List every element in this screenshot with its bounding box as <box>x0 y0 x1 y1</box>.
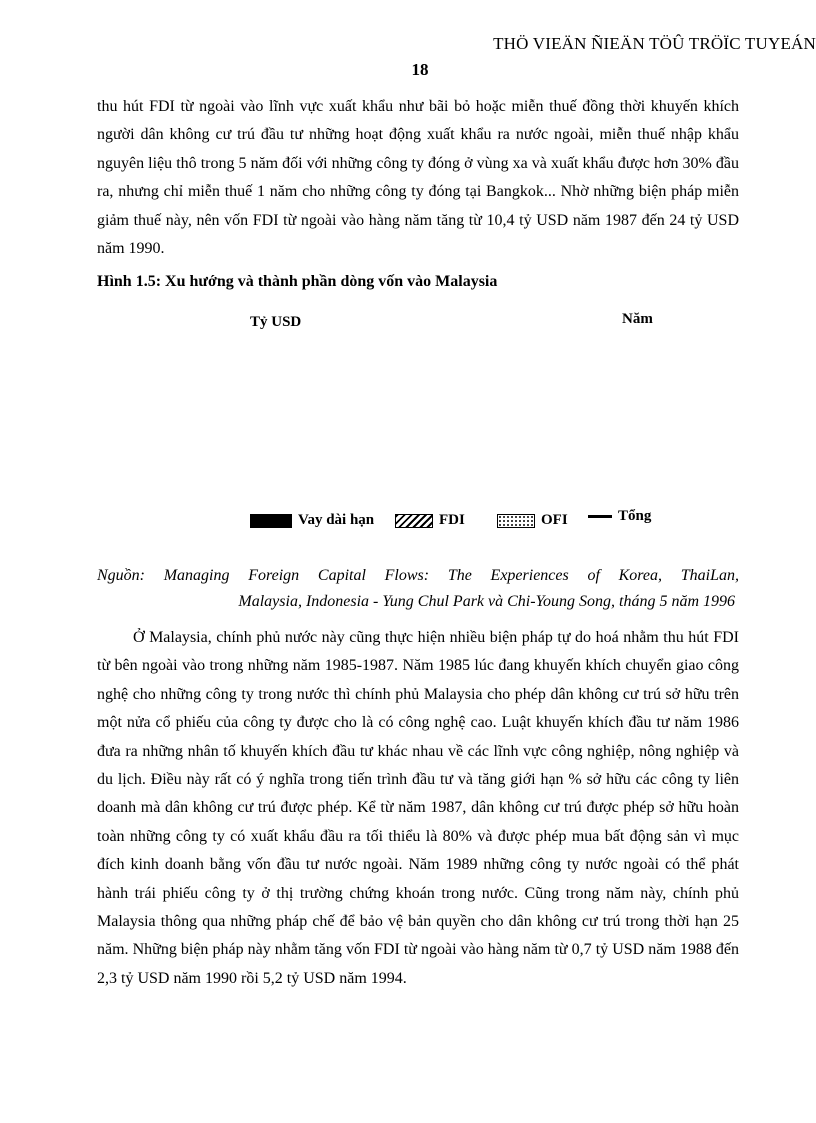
figure-source <box>97 563 739 615</box>
legend-swatch-loan <box>250 514 292 528</box>
figure-title: Hình 1.5: Xu hướng và thành phần dòng vốn vào Malaysia <box>97 273 498 290</box>
page-number: 18 <box>411 60 429 79</box>
legend-total <box>588 508 651 525</box>
legend-label-fdi: FDI <box>439 512 465 528</box>
source-line-1: Nguồn: Managing Foreign Capital Flows: The Experiences of Korea, ThaiLan, <box>97 567 739 584</box>
legend-fdi <box>395 512 465 529</box>
legend-swatch-total <box>588 515 612 518</box>
site-header: THÖ VIEÄN ÑIEÄN TÖÛ TRÖÏC TUYEÁN <box>493 34 816 53</box>
paragraph-1: thu hút FDI từ ngoài vào lĩnh vực xuất khẩu như bãi bỏ hoặc miễn thuế đồng thời khuyến khích người dân không cư trú đầu tư những hoạt động xuất khẩu ra nước ngoài, miễn thuế nhập khẩu nguyên liệu thô trong 5 năm đối với những công ty đóng ở vùng xa và xuất khẩu được hơn 30% đầu ra, nhưng chỉ miễn thuế 1 năm cho những công ty đóng tại Bangkok... Nhờ những biện pháp miễn giảm thuế này, nên vốn FDI từ ngoài vào hàng năm tăng từ 10,4 tỷ USD năm 1987 đến 24 tỷ USD năm 1990. <box>97 98 739 258</box>
y-axis-label: Tỷ USD <box>250 314 302 330</box>
chart-legend <box>250 510 680 534</box>
paragraph-2: Ở Malaysia, chính phủ nước này cũng thực hiện nhiều biện pháp tự do hoá nhằm thu hút FDI từ bên ngoài vào trong những năm 1985-1987. Năm 1985 lúc đang khuyến khích chuyển giao công nghệ cho những công ty trong nước thì chính phủ Malaysia cho phép dân không cư trú sở hữu trên một nửa cổ phiếu của công ty được cho là có công nghệ cao. Luật khuyến khích đầu tư năm 1986 đưa ra những nhân tố khuyến khích đầu tư khác nhau về các lĩnh vực công nghiệp, nông nghiệp và du lịch. Điều này rất có ý nghĩa trong tiến trình đầu tư và tăng giới hạn % sở hữu các công ty liên doanh mà dân không cư trú được phép. Kể từ năm 1987, dân không cư trú được phép sở hữu hoàn toàn những công ty có xuất khẩu đầu ra tối thiểu là 80% và được phép mua bất động sản vì mục đích kinh doanh bằng vốn đầu tư nước ngoài. Năm 1989 những công ty nước ngoài có thể phát hành trái phiếu công ty ở thị trường chứng khoán trong nước. Cũng trong năm này, chính phủ Malaysia thông qua những pháp chế để bảo vệ bản quyền cho dân không cư trú trong thời hạn 25 năm. Những biện pháp này nhằm tăng vốn FDI từ ngoài vào hàng năm từ 0,7 tỷ USD năm 1988 đến 2,3 tỷ USD năm 1990 rồi 5,2 tỷ USD năm 1994. <box>97 629 739 987</box>
legend-swatch-ofi <box>497 514 535 528</box>
x-axis-label: Năm <box>622 311 653 327</box>
legend-swatch-fdi <box>395 514 433 528</box>
legend-ofi <box>497 512 568 529</box>
legend-label-ofi: OFI <box>541 512 568 528</box>
legend-label-total: Tổng <box>618 508 652 524</box>
source-line-2: Malaysia, Indonesia - Yung Chul Park và Chi-Young Song, tháng 5 năm 1996 <box>238 593 735 610</box>
legend-label-loan: Vay dài hạn <box>298 512 375 528</box>
legend-loan <box>250 512 374 529</box>
